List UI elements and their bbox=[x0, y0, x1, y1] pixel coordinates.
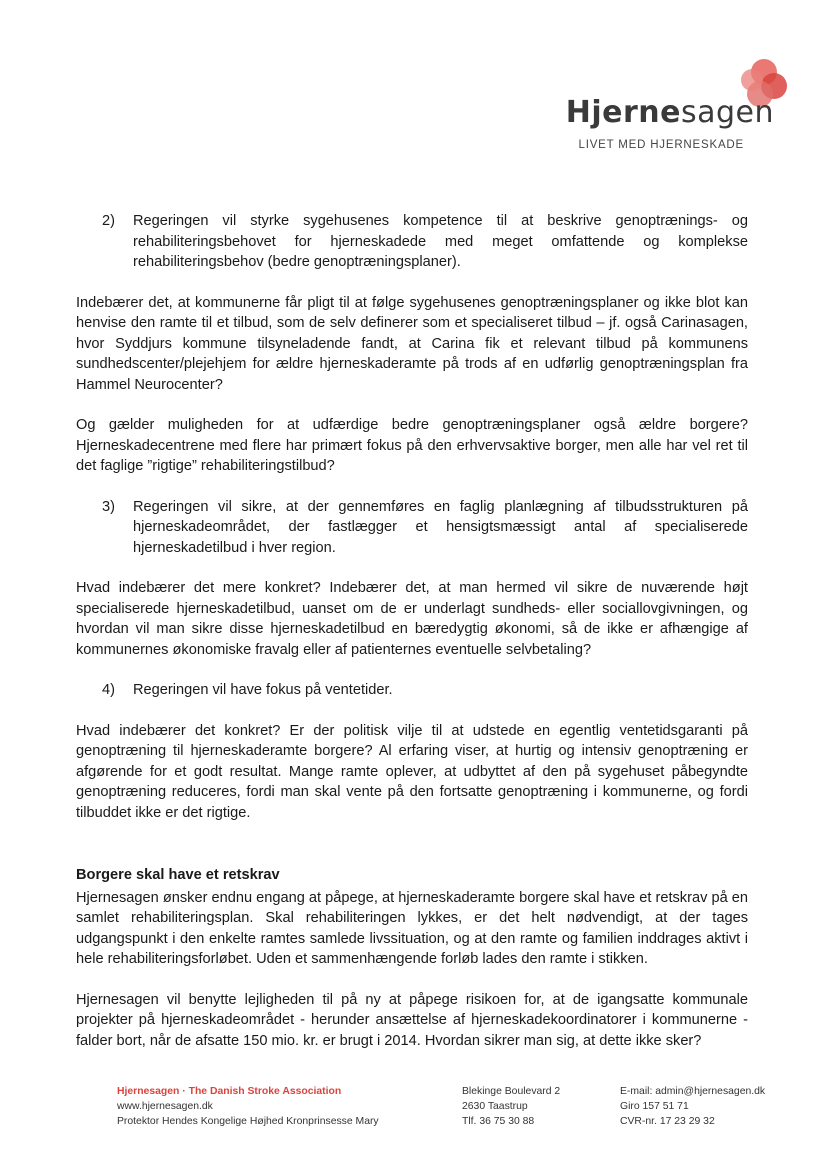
item-text: Regeringen vil sikre, at der gennemføres en faglig planlægning af tilbudsstrukturen på hjerneskadeområdet, der fastlægger et hensigtsmæssigt antal af specialiserede hjerneskadetilbud i hver region. bbox=[133, 498, 748, 556]
footer-patron: Protektor Hendes Kongelige Højhed Kronprinsesse Mary bbox=[117, 1116, 379, 1127]
paragraph: Hvad indebærer det konkret? Er der politisk vilje til at udstede en egentlig ventetidsgaranti på genoptræning til hjerneskaderamte borgere? Al erfaring viser, at hurtig og intensiv genoptræning er afgørende for et godt resultat. Mange ramte oplever, at udbyttet af den på sygehuset påbegyndte genoptræning reduceres, fordi man skal vente på den fortsatte genoptræning i kommunerne, og fordi tilbuddet ikke er det rigtige. bbox=[76, 722, 748, 821]
paragraph: Og gælder muligheden for at udfærdige bedre genoptræningsplaner også ældre borgere? Hjerneskadecentrene med flere har primært fokus på den erhvervsaktive borger, men alle har vel ret til det faglige ”rigtige” rehabiliteringstilbud? bbox=[76, 417, 748, 474]
paragraph: Hjernesagen ønsker endnu engang at påpege, at hjerneskaderamte borgere skal have et retskrav på en samlet rehabiliteringsplan. Skal rehabiliteringen lykkes, er det helt nødvendigt, at der tages udgangspunkt i den enkelte ramtes samlede livssituation, og at den ramte og familien inddrages aktivt i hele rehabiliteringsforløbet. Uden et sammenhængende forløb lades den ramte i stikken. bbox=[76, 889, 748, 967]
section-heading: Borgere skal have et retskrav bbox=[76, 867, 280, 883]
footer-email[interactable]: E-mail: admin@hjernesagen.dk bbox=[620, 1086, 766, 1097]
footer-org-column bbox=[117, 1084, 379, 1129]
footer-phone: Tlf. 36 75 30 88 bbox=[462, 1116, 535, 1127]
item-number: 4) bbox=[102, 682, 115, 698]
paragraph: Hjernesagen vil benytte lejligheden til på ny at påpege risikoen for, at de igangsatte kommunale projekter på hjerneskadeområdet - herunder ansættelse af hjerneskadekoordinatorer i kommunerne - falder bort, når de afsatte 150 mio. kr. er brugt i 2014. Hvordan sikrer man sig, at dette ikke sker? bbox=[76, 991, 748, 1049]
numbered-item bbox=[76, 680, 748, 701]
item-number: 2) bbox=[102, 213, 115, 229]
letter-body bbox=[76, 211, 748, 1051]
paragraph: Hvad indebærer det mere konkret? Indebærer det, at man hermed vil sikre de nuværende højt specialiserede hjerneskadetilbud, uanset om de er underlagt sundheds- eller sociallovgivningen, og hvordan vil man sikre disse hjerneskadetilbud en bæredygtig økonomi, så de ikke er afhængige af kommunernes økonomiske fravalg eller af patienternes eventuelle selvbetaling? bbox=[76, 580, 748, 658]
item-number: 3) bbox=[102, 498, 115, 515]
logo-tagline: LIVET MED HJERNESKADE bbox=[578, 139, 744, 151]
footer-giro: Giro 157 51 71 bbox=[620, 1101, 689, 1112]
footer-website[interactable]: www.hjernesagen.dk bbox=[117, 1101, 213, 1112]
logo-wordmark: Hjernesagen bbox=[565, 95, 774, 130]
item-text: Regeringen vil have fokus på ventetider. bbox=[133, 682, 393, 698]
footer-address-line1: Blekinge Boulevard 2 bbox=[462, 1086, 561, 1097]
footer-org-name: Hjernesagen · The Danish Stroke Association bbox=[117, 1086, 342, 1097]
footer-address-line2: 2630 Taastrup bbox=[462, 1101, 528, 1112]
footer-cvr: CVR-nr. 17 23 29 32 bbox=[620, 1116, 715, 1127]
footer-address-column bbox=[462, 1084, 560, 1129]
footer-contact-column bbox=[620, 1084, 765, 1129]
numbered-item bbox=[76, 497, 748, 559]
paragraph: Indebærer det, at kommunerne får pligt til at følge sygehusenes genoptræningsplaner og ikke blot kan henvise den ramte til et tilbud, som de selv definerer som et specialiseret tilbud – jf. også Carinasagen, hvor Syddjurs kommune tilsyneladende fandt, at Carina fik et relevant tilbud på kommunens sundhedscenter/plejehjem for ældre hjerneskaderamte på trods af en udførlig genoptræningsplan fra Hammel Neurocenter? bbox=[76, 294, 748, 393]
item-text: Regeringen vil styrke sygehusenes kompetence til at beskrive genoptrænings- og rehabiliteringsbehovet for hjerneskadede med meget omfattende og komplekse rehabiliteringsbehov (bedre genoptræningsplaner). bbox=[133, 213, 748, 270]
numbered-item bbox=[76, 211, 748, 273]
